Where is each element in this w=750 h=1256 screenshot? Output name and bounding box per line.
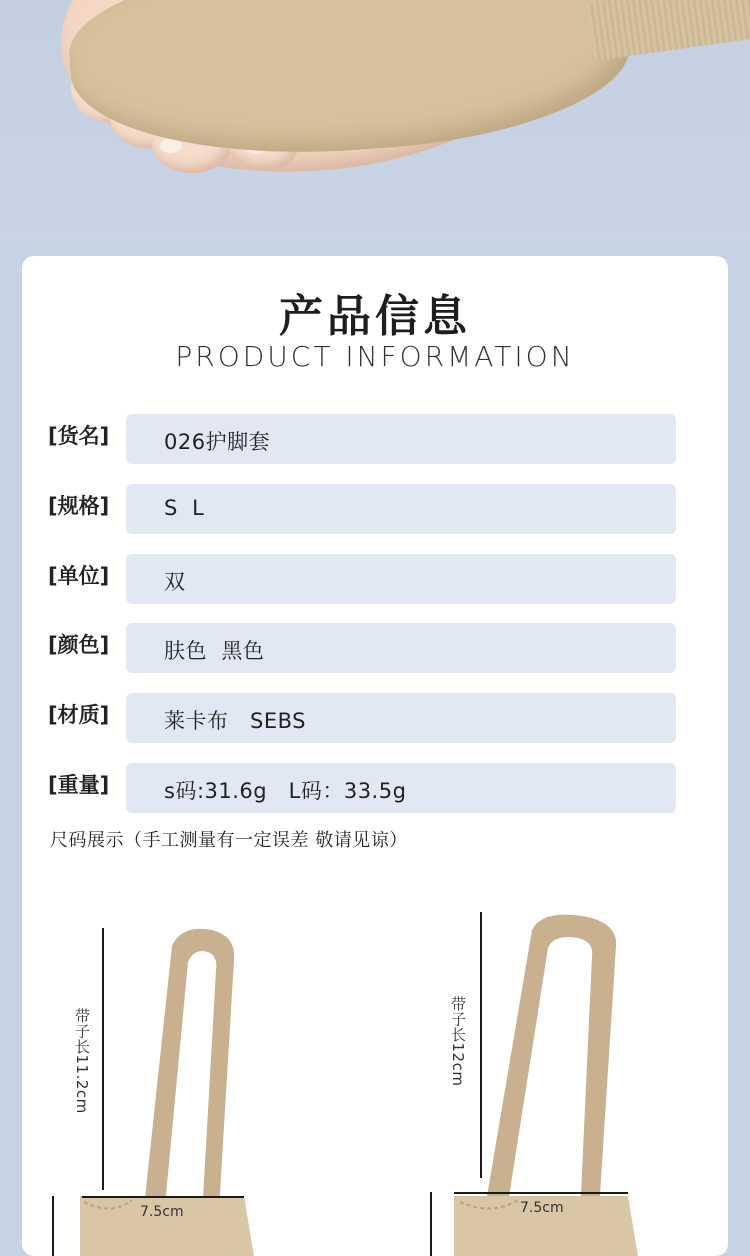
width-tick-left — [52, 1196, 54, 1256]
spec-row-material — [22, 693, 728, 745]
size-diagram-large — [382, 896, 722, 1256]
spec-label: [规格] — [48, 494, 110, 518]
width-tick-left — [430, 1192, 432, 1256]
width-label: 7.5cm — [140, 1204, 184, 1220]
spec-value-box — [126, 763, 676, 813]
strap-length-line — [480, 912, 482, 1178]
strap-length-label: 带子长12cm — [449, 996, 467, 1087]
elastic-strap — [587, 0, 750, 61]
spec-label: [颜色] — [48, 633, 110, 657]
spec-label: [货名] — [48, 424, 110, 448]
size-diagram-small — [22, 896, 362, 1256]
spec-value: 肤色 黑色 — [164, 639, 265, 663]
page-title: 产品信息 — [279, 291, 471, 342]
spec-value-box — [126, 414, 676, 464]
page-subtitle: PRODUCT INFORMATION — [175, 340, 575, 373]
spec-value: s码:31.6g L码：33.5g — [164, 779, 407, 803]
product-info-card — [22, 256, 728, 1256]
hero-photo — [0, 0, 750, 240]
width-line — [454, 1192, 628, 1194]
strap-length-line — [102, 928, 104, 1190]
spec-label: [重量] — [48, 773, 110, 797]
spec-label: [材质] — [48, 703, 110, 727]
spec-row-unit — [22, 554, 728, 606]
spec-value: 双 — [164, 570, 186, 594]
spec-value-box — [126, 484, 676, 534]
spec-row-size — [22, 484, 728, 536]
spec-label: [单位] — [48, 564, 110, 588]
spec-value-box — [126, 623, 676, 673]
size-note: 尺码展示（手工测量有一定误差 敬请见谅） — [50, 830, 408, 851]
strap-length-label: 带子长11.2cm — [73, 1008, 91, 1114]
spec-value-box — [126, 554, 676, 604]
spec-row-color — [22, 623, 728, 675]
spec-value-box — [126, 693, 676, 743]
spec-value: S L — [164, 496, 205, 520]
width-label: 7.5cm — [520, 1200, 564, 1216]
spec-row-weight — [22, 763, 728, 815]
spec-row-name — [22, 414, 728, 466]
width-line — [82, 1196, 244, 1198]
spec-value: 莱卡布 SEBS — [164, 709, 306, 733]
spec-value: 026护脚套 — [164, 430, 271, 454]
